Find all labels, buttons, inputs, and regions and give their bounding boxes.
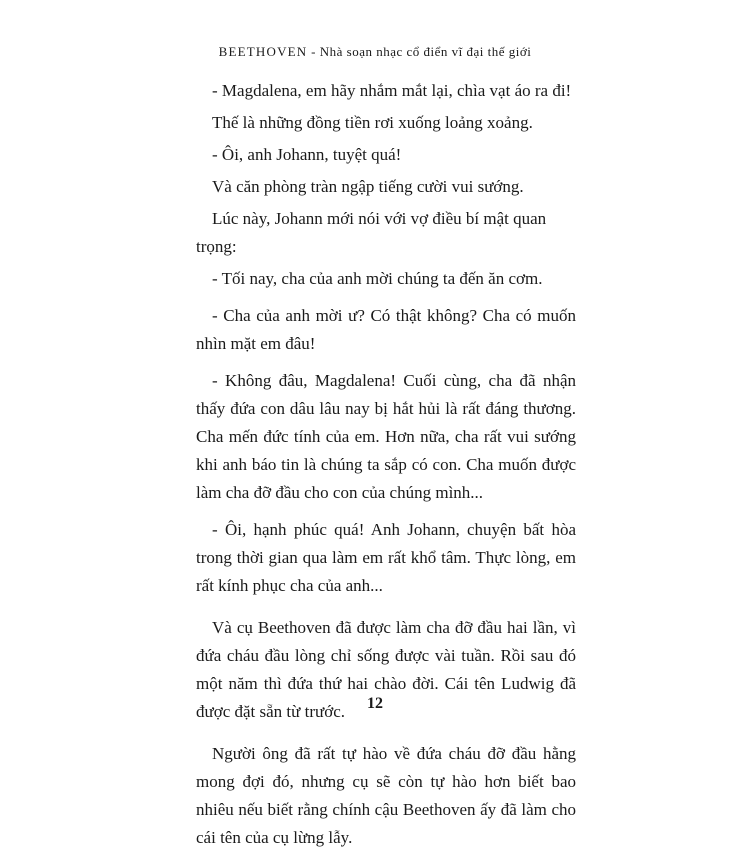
paragraph: Và căn phòng tràn ngập tiếng cười vui sướng. — [212, 177, 524, 196]
paragraph: Thế là những đồng tiền rơi xuống loảng xoảng. — [212, 113, 533, 132]
running-header — [0, 44, 750, 60]
paragraph: - Magdalena, em hãy nhắm mắt lại, chìa vạt áo ra đi! — [212, 81, 572, 100]
paragraph: - Tối nay, cha của anh mời chúng ta đến ăn cơm. — [212, 269, 543, 288]
page-number: 12 — [367, 695, 383, 712]
paragraph: - Cha của anh mời ư? Có thật không? Cha có muốn nhìn mặt em đâu! — [196, 306, 576, 353]
body-text — [196, 77, 576, 852]
paragraph: - Ôi, hạnh phúc quá! Anh Johann, chuyện bất hòa trong thời gian qua làm em rất khổ tâm. Thực lòng, em rất kính phục cha của anh... — [196, 520, 576, 595]
paragraph: - Không đâu, Magdalena! Cuối cùng, cha đã nhận thấy đứa con dâu lâu nay bị hắt hủi là rất đáng thương. Cha mến đức tính của em. Hơn nữa, cha rất vui sướng khi anh báo tin là chúng ta sắp có con. Cha muốn được làm cha đỡ đầu cho con của chúng mình... — [196, 371, 576, 502]
paragraph: Người ông đã rất tự hào về đứa cháu đỡ đầu hằng mong đợi đó, nhưng cụ sẽ còn tự hào hơn biết bao nhiêu nếu biết rằng chính cậu Beethoven ấy đã làm cho cái tên của cụ lừng lẫy. — [196, 744, 576, 847]
paragraph: Lúc này, Johann mới nói với vợ điều bí mật quan trọng: — [196, 209, 547, 256]
paragraph: - Ôi, anh Johann, tuyệt quá! — [212, 145, 402, 164]
running-header-title: BEETHOVEN — [218, 44, 308, 59]
running-header-subtitle: - Nhà soạn nhạc cổ điển vĩ đại thế giới — [307, 44, 532, 59]
paragraph: Và cụ Beethoven đã được làm cha đỡ đầu hai lần, vì đứa cháu đầu lòng chỉ sống được vài tuần. Rồi sau đó một năm thì đứa thứ hai chào đời. Cái tên Ludwig đã được đặt sẵn từ trước. — [196, 618, 576, 721]
